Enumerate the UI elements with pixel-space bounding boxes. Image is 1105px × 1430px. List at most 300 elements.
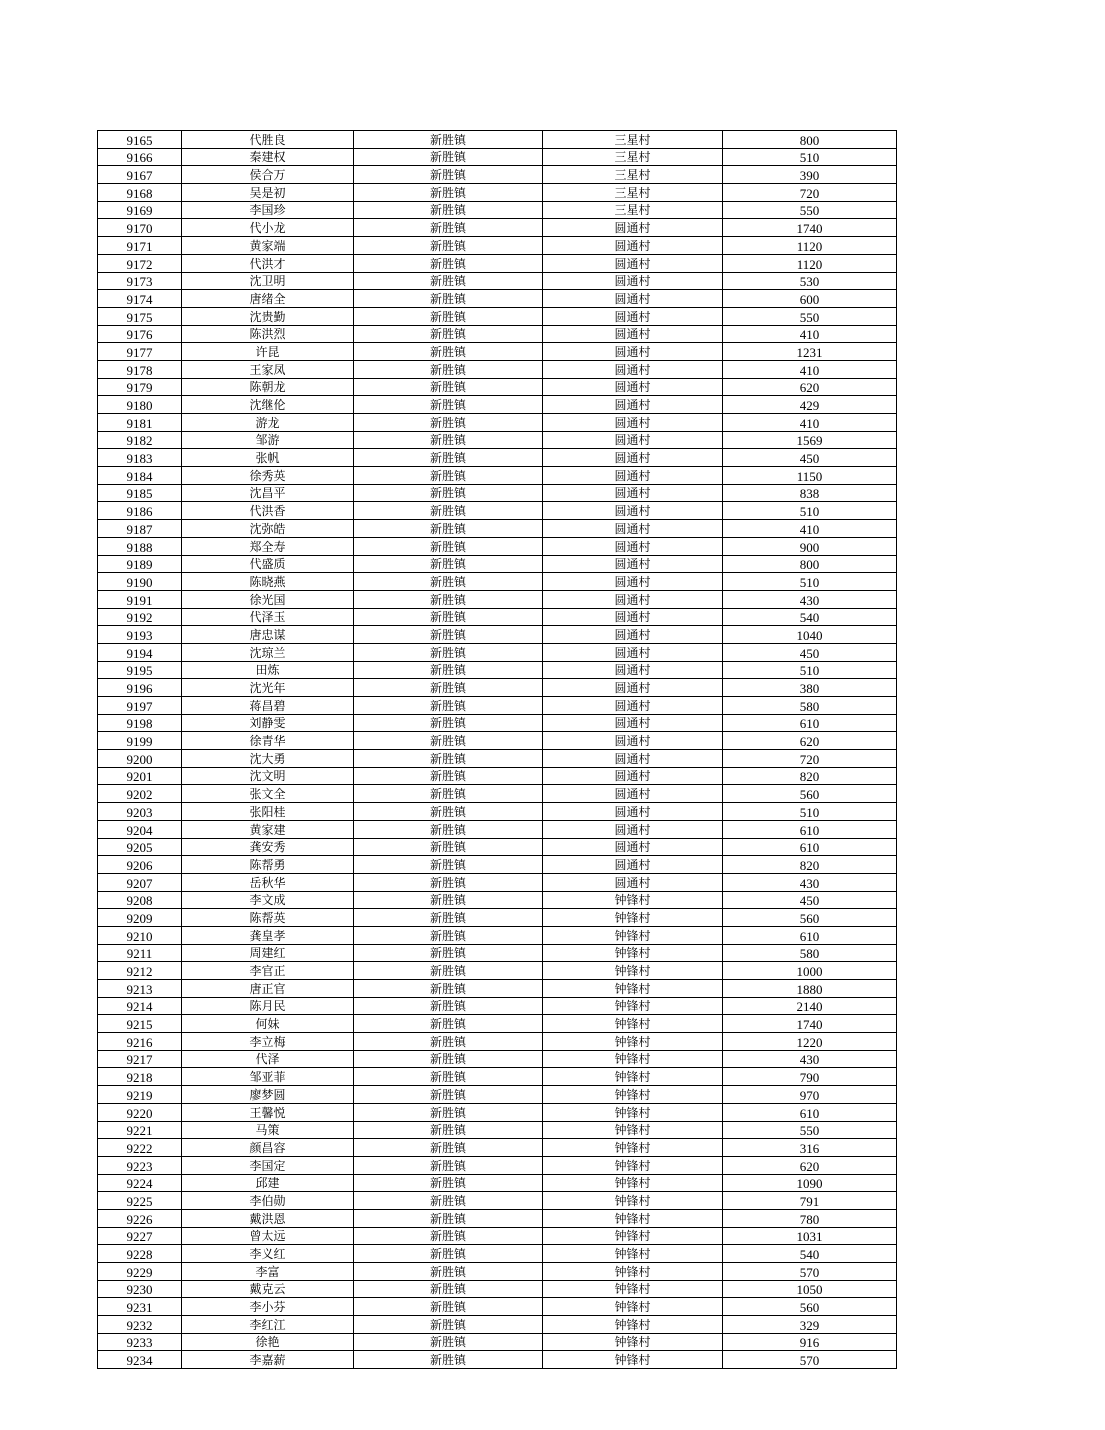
amount-cell: 1740 — [723, 1015, 897, 1033]
table-row — [98, 360, 897, 378]
town-cell: 新胜镇 — [354, 290, 543, 308]
row-id-cell: 9175 — [98, 307, 182, 325]
row-id-cell: 9166 — [98, 148, 182, 166]
amount-cell: 1040 — [723, 626, 897, 644]
table-row — [98, 1033, 897, 1051]
row-id-cell: 9191 — [98, 590, 182, 608]
amount-cell: 316 — [723, 1139, 897, 1157]
table-row — [98, 838, 897, 856]
amount-cell: 540 — [723, 1245, 897, 1263]
town-cell: 新胜镇 — [354, 307, 543, 325]
table-row — [98, 785, 897, 803]
amount-cell: 820 — [723, 767, 897, 785]
person-name-cell: 代洪才 — [182, 254, 354, 272]
amount-cell: 610 — [723, 820, 897, 838]
person-name-cell: 代小龙 — [182, 219, 354, 237]
town-cell: 新胜镇 — [354, 1280, 543, 1298]
amount-cell: 329 — [723, 1316, 897, 1334]
amount-cell: 560 — [723, 1298, 897, 1316]
person-name-cell: 陈洪烈 — [182, 325, 354, 343]
table-row — [98, 1015, 897, 1033]
table-row — [98, 873, 897, 891]
town-cell: 新胜镇 — [354, 714, 543, 732]
person-name-cell: 沈文明 — [182, 767, 354, 785]
amount-cell: 720 — [723, 184, 897, 202]
table-row — [98, 1139, 897, 1157]
table-row — [98, 148, 897, 166]
village-cell: 圆通村 — [543, 856, 723, 874]
row-id-cell: 9179 — [98, 378, 182, 396]
person-name-cell: 王家凤 — [182, 360, 354, 378]
person-name-cell: 马策 — [182, 1121, 354, 1139]
amount-cell: 2140 — [723, 997, 897, 1015]
amount-cell: 560 — [723, 785, 897, 803]
town-cell: 新胜镇 — [354, 873, 543, 891]
town-cell: 新胜镇 — [354, 732, 543, 750]
table-row — [98, 909, 897, 927]
amount-cell: 450 — [723, 643, 897, 661]
row-id-cell: 9230 — [98, 1280, 182, 1298]
town-cell: 新胜镇 — [354, 891, 543, 909]
row-id-cell: 9178 — [98, 360, 182, 378]
town-cell: 新胜镇 — [354, 803, 543, 821]
table-row — [98, 555, 897, 573]
town-cell: 新胜镇 — [354, 502, 543, 520]
person-name-cell: 陈朝龙 — [182, 378, 354, 396]
person-name-cell: 沈贵勤 — [182, 307, 354, 325]
amount-cell: 410 — [723, 325, 897, 343]
row-id-cell: 9226 — [98, 1209, 182, 1227]
table-row — [98, 378, 897, 396]
table-row — [98, 750, 897, 768]
town-cell: 新胜镇 — [354, 1033, 543, 1051]
person-name-cell: 代洪香 — [182, 502, 354, 520]
row-id-cell: 9220 — [98, 1103, 182, 1121]
person-name-cell: 代泽 — [182, 1050, 354, 1068]
village-cell: 圆通村 — [543, 785, 723, 803]
person-name-cell: 唐正官 — [182, 980, 354, 998]
table-row — [98, 343, 897, 361]
village-cell: 圆通村 — [543, 396, 723, 414]
data-table — [97, 130, 897, 1369]
village-cell: 圆通村 — [543, 484, 723, 502]
person-name-cell: 徐青华 — [182, 732, 354, 750]
town-cell: 新胜镇 — [354, 1156, 543, 1174]
table-row — [98, 1121, 897, 1139]
village-cell: 圆通村 — [543, 643, 723, 661]
person-name-cell: 何妹 — [182, 1015, 354, 1033]
row-id-cell: 9185 — [98, 484, 182, 502]
table-row — [98, 767, 897, 785]
amount-cell: 550 — [723, 1121, 897, 1139]
row-id-cell: 9225 — [98, 1192, 182, 1210]
person-name-cell: 张帆 — [182, 449, 354, 467]
person-name-cell: 黄家建 — [182, 820, 354, 838]
town-cell: 新胜镇 — [354, 679, 543, 697]
person-name-cell: 岳秋华 — [182, 873, 354, 891]
table-row — [98, 1227, 897, 1245]
row-id-cell: 9182 — [98, 431, 182, 449]
row-id-cell: 9231 — [98, 1298, 182, 1316]
amount-cell: 430 — [723, 590, 897, 608]
row-id-cell: 9210 — [98, 926, 182, 944]
town-cell: 新胜镇 — [354, 1298, 543, 1316]
person-name-cell: 唐绪全 — [182, 290, 354, 308]
village-cell: 圆通村 — [543, 307, 723, 325]
village-cell: 钟锋村 — [543, 1351, 723, 1369]
village-cell: 圆通村 — [543, 431, 723, 449]
town-cell: 新胜镇 — [354, 626, 543, 644]
amount-cell: 410 — [723, 520, 897, 538]
row-id-cell: 9177 — [98, 343, 182, 361]
village-cell: 圆通村 — [543, 467, 723, 485]
village-cell: 圆通村 — [543, 838, 723, 856]
row-id-cell: 9188 — [98, 537, 182, 555]
amount-cell: 800 — [723, 555, 897, 573]
table-row — [98, 290, 897, 308]
village-cell: 钟锋村 — [543, 1263, 723, 1281]
row-id-cell: 9183 — [98, 449, 182, 467]
table-row — [98, 1050, 897, 1068]
table-row — [98, 484, 897, 502]
row-id-cell: 9208 — [98, 891, 182, 909]
person-name-cell: 田炼 — [182, 661, 354, 679]
table-row — [98, 184, 897, 202]
amount-cell: 1150 — [723, 467, 897, 485]
row-id-cell: 9181 — [98, 414, 182, 432]
amount-cell: 800 — [723, 131, 897, 149]
village-cell: 钟锋村 — [543, 997, 723, 1015]
town-cell: 新胜镇 — [354, 555, 543, 573]
table-row — [98, 661, 897, 679]
village-cell: 圆通村 — [543, 820, 723, 838]
row-id-cell: 9176 — [98, 325, 182, 343]
amount-cell: 570 — [723, 1263, 897, 1281]
village-cell: 钟锋村 — [543, 1245, 723, 1263]
row-id-cell: 9233 — [98, 1333, 182, 1351]
person-name-cell: 陈帮勇 — [182, 856, 354, 874]
person-name-cell: 唐忠谋 — [182, 626, 354, 644]
table-row — [98, 1174, 897, 1192]
village-cell: 钟锋村 — [543, 1121, 723, 1139]
town-cell: 新胜镇 — [354, 661, 543, 679]
row-id-cell: 9205 — [98, 838, 182, 856]
row-id-cell: 9228 — [98, 1245, 182, 1263]
person-name-cell: 游龙 — [182, 414, 354, 432]
table-row — [98, 325, 897, 343]
table-row — [98, 997, 897, 1015]
table-row — [98, 820, 897, 838]
amount-cell: 380 — [723, 679, 897, 697]
row-id-cell: 9173 — [98, 272, 182, 290]
table-row — [98, 272, 897, 290]
amount-cell: 510 — [723, 148, 897, 166]
table-row — [98, 714, 897, 732]
row-id-cell: 9170 — [98, 219, 182, 237]
row-id-cell: 9197 — [98, 697, 182, 715]
town-cell: 新胜镇 — [354, 573, 543, 591]
amount-cell: 838 — [723, 484, 897, 502]
table-row — [98, 1103, 897, 1121]
row-id-cell: 9198 — [98, 714, 182, 732]
village-cell: 钟锋村 — [543, 1033, 723, 1051]
village-cell: 钟锋村 — [543, 944, 723, 962]
town-cell: 新胜镇 — [354, 1245, 543, 1263]
table-row — [98, 679, 897, 697]
table-row — [98, 590, 897, 608]
amount-cell: 916 — [723, 1333, 897, 1351]
village-cell: 三星村 — [543, 184, 723, 202]
town-cell: 新胜镇 — [354, 431, 543, 449]
person-name-cell: 沈弥皓 — [182, 520, 354, 538]
amount-cell: 610 — [723, 1103, 897, 1121]
town-cell: 新胜镇 — [354, 944, 543, 962]
amount-cell: 820 — [723, 856, 897, 874]
row-id-cell: 9189 — [98, 555, 182, 573]
table-row — [98, 962, 897, 980]
amount-cell: 610 — [723, 838, 897, 856]
town-cell: 新胜镇 — [354, 148, 543, 166]
table-row — [98, 131, 897, 149]
village-cell: 圆通村 — [543, 873, 723, 891]
person-name-cell: 李立梅 — [182, 1033, 354, 1051]
person-name-cell: 李富 — [182, 1263, 354, 1281]
village-cell: 圆通村 — [543, 803, 723, 821]
row-id-cell: 9234 — [98, 1351, 182, 1369]
table-row — [98, 1298, 897, 1316]
town-cell: 新胜镇 — [354, 414, 543, 432]
person-name-cell: 邹亚菲 — [182, 1068, 354, 1086]
town-cell: 新胜镇 — [354, 820, 543, 838]
town-cell: 新胜镇 — [354, 1139, 543, 1157]
row-id-cell: 9201 — [98, 767, 182, 785]
table-row — [98, 1086, 897, 1104]
row-id-cell: 9213 — [98, 980, 182, 998]
table-row — [98, 1068, 897, 1086]
table-row — [98, 1263, 897, 1281]
village-cell: 圆通村 — [543, 290, 723, 308]
table-row — [98, 1192, 897, 1210]
row-id-cell: 9196 — [98, 679, 182, 697]
person-name-cell: 戴洪恩 — [182, 1209, 354, 1227]
village-cell: 钟锋村 — [543, 891, 723, 909]
village-cell: 圆通村 — [543, 343, 723, 361]
table-row — [98, 980, 897, 998]
table-row — [98, 803, 897, 821]
row-id-cell: 9224 — [98, 1174, 182, 1192]
amount-cell: 540 — [723, 608, 897, 626]
person-name-cell: 廖梦圆 — [182, 1086, 354, 1104]
village-cell: 钟锋村 — [543, 1068, 723, 1086]
table-row — [98, 608, 897, 626]
amount-cell: 530 — [723, 272, 897, 290]
row-id-cell: 9190 — [98, 573, 182, 591]
town-cell: 新胜镇 — [354, 484, 543, 502]
village-cell: 圆通村 — [543, 573, 723, 591]
row-id-cell: 9200 — [98, 750, 182, 768]
person-name-cell: 沈昌平 — [182, 484, 354, 502]
person-name-cell: 李义红 — [182, 1245, 354, 1263]
row-id-cell: 9172 — [98, 254, 182, 272]
person-name-cell: 徐光国 — [182, 590, 354, 608]
row-id-cell: 9223 — [98, 1156, 182, 1174]
row-id-cell: 9199 — [98, 732, 182, 750]
village-cell: 钟锋村 — [543, 1015, 723, 1033]
person-name-cell: 刘静雯 — [182, 714, 354, 732]
person-name-cell: 沈大勇 — [182, 750, 354, 768]
person-name-cell: 颜昌容 — [182, 1139, 354, 1157]
person-name-cell: 侯合万 — [182, 166, 354, 184]
amount-cell: 450 — [723, 891, 897, 909]
town-cell: 新胜镇 — [354, 1086, 543, 1104]
person-name-cell: 陈月民 — [182, 997, 354, 1015]
table-row — [98, 944, 897, 962]
village-cell: 钟锋村 — [543, 926, 723, 944]
person-name-cell: 张文全 — [182, 785, 354, 803]
town-cell: 新胜镇 — [354, 343, 543, 361]
village-cell: 钟锋村 — [543, 1086, 723, 1104]
amount-cell: 1220 — [723, 1033, 897, 1051]
town-cell: 新胜镇 — [354, 131, 543, 149]
town-cell: 新胜镇 — [354, 643, 543, 661]
amount-cell: 510 — [723, 661, 897, 679]
table-row — [98, 1156, 897, 1174]
person-name-cell: 周建红 — [182, 944, 354, 962]
village-cell: 圆通村 — [543, 254, 723, 272]
row-id-cell: 9209 — [98, 909, 182, 927]
table-body — [98, 131, 897, 1369]
person-name-cell: 曾太远 — [182, 1227, 354, 1245]
row-id-cell: 9227 — [98, 1227, 182, 1245]
table-row — [98, 1316, 897, 1334]
table-row — [98, 201, 897, 219]
person-name-cell: 吴是初 — [182, 184, 354, 202]
row-id-cell: 9193 — [98, 626, 182, 644]
town-cell: 新胜镇 — [354, 962, 543, 980]
village-cell: 钟锋村 — [543, 1139, 723, 1157]
village-cell: 钟锋村 — [543, 909, 723, 927]
row-id-cell: 9167 — [98, 166, 182, 184]
table-row — [98, 926, 897, 944]
person-name-cell: 秦建权 — [182, 148, 354, 166]
amount-cell: 580 — [723, 944, 897, 962]
person-name-cell: 李小芬 — [182, 1298, 354, 1316]
village-cell: 钟锋村 — [543, 1280, 723, 1298]
town-cell: 新胜镇 — [354, 1333, 543, 1351]
village-cell: 三星村 — [543, 131, 723, 149]
amount-cell: 1569 — [723, 431, 897, 449]
town-cell: 新胜镇 — [354, 697, 543, 715]
person-name-cell: 李国珍 — [182, 201, 354, 219]
person-name-cell: 邱建 — [182, 1174, 354, 1192]
town-cell: 新胜镇 — [354, 1050, 543, 1068]
amount-cell: 429 — [723, 396, 897, 414]
table-row — [98, 467, 897, 485]
amount-cell: 900 — [723, 537, 897, 555]
person-name-cell: 李红江 — [182, 1316, 354, 1334]
row-id-cell: 9171 — [98, 237, 182, 255]
amount-cell: 430 — [723, 873, 897, 891]
town-cell: 新胜镇 — [354, 272, 543, 290]
village-cell: 圆通村 — [543, 714, 723, 732]
village-cell: 三星村 — [543, 148, 723, 166]
table-row — [98, 219, 897, 237]
row-id-cell: 9203 — [98, 803, 182, 821]
table-row — [98, 856, 897, 874]
person-name-cell: 徐艳 — [182, 1333, 354, 1351]
row-id-cell: 9222 — [98, 1139, 182, 1157]
town-cell: 新胜镇 — [354, 1227, 543, 1245]
person-name-cell: 陈帮英 — [182, 909, 354, 927]
row-id-cell: 9229 — [98, 1263, 182, 1281]
person-name-cell: 郑全寿 — [182, 537, 354, 555]
row-id-cell: 9216 — [98, 1033, 182, 1051]
person-name-cell: 张阳桂 — [182, 803, 354, 821]
person-name-cell: 陈晓燕 — [182, 573, 354, 591]
row-id-cell: 9206 — [98, 856, 182, 874]
row-id-cell: 9168 — [98, 184, 182, 202]
row-id-cell: 9204 — [98, 820, 182, 838]
town-cell: 新胜镇 — [354, 785, 543, 803]
row-id-cell: 9174 — [98, 290, 182, 308]
row-id-cell: 9232 — [98, 1316, 182, 1334]
table-row — [98, 166, 897, 184]
person-name-cell: 许昆 — [182, 343, 354, 361]
village-cell: 三星村 — [543, 201, 723, 219]
table-row — [98, 1209, 897, 1227]
amount-cell: 1231 — [723, 343, 897, 361]
village-cell: 钟锋村 — [543, 1050, 723, 1068]
amount-cell: 1740 — [723, 219, 897, 237]
town-cell: 新胜镇 — [354, 980, 543, 998]
town-cell: 新胜镇 — [354, 237, 543, 255]
table-row — [98, 520, 897, 538]
village-cell: 圆通村 — [543, 590, 723, 608]
amount-cell: 790 — [723, 1068, 897, 1086]
village-cell: 圆通村 — [543, 732, 723, 750]
table-row — [98, 414, 897, 432]
village-cell: 钟锋村 — [543, 1227, 723, 1245]
person-name-cell: 邹游 — [182, 431, 354, 449]
table-row — [98, 537, 897, 555]
village-cell: 钟锋村 — [543, 962, 723, 980]
amount-cell: 390 — [723, 166, 897, 184]
person-name-cell: 王馨悦 — [182, 1103, 354, 1121]
row-id-cell: 9215 — [98, 1015, 182, 1033]
table-row — [98, 396, 897, 414]
town-cell: 新胜镇 — [354, 909, 543, 927]
village-cell: 圆通村 — [543, 767, 723, 785]
village-cell: 钟锋村 — [543, 1103, 723, 1121]
amount-cell: 600 — [723, 290, 897, 308]
person-name-cell: 龚皇孝 — [182, 926, 354, 944]
village-cell: 钟锋村 — [543, 1333, 723, 1351]
table-row — [98, 502, 897, 520]
village-cell: 钟锋村 — [543, 980, 723, 998]
person-name-cell: 蒋昌碧 — [182, 697, 354, 715]
amount-cell: 1120 — [723, 237, 897, 255]
town-cell: 新胜镇 — [354, 467, 543, 485]
town-cell: 新胜镇 — [354, 1103, 543, 1121]
town-cell: 新胜镇 — [354, 1121, 543, 1139]
person-name-cell: 黄家端 — [182, 237, 354, 255]
village-cell: 钟锋村 — [543, 1316, 723, 1334]
village-cell: 圆通村 — [543, 272, 723, 290]
person-name-cell: 李国定 — [182, 1156, 354, 1174]
village-cell: 圆通村 — [543, 679, 723, 697]
row-id-cell: 9180 — [98, 396, 182, 414]
village-cell: 圆通村 — [543, 325, 723, 343]
